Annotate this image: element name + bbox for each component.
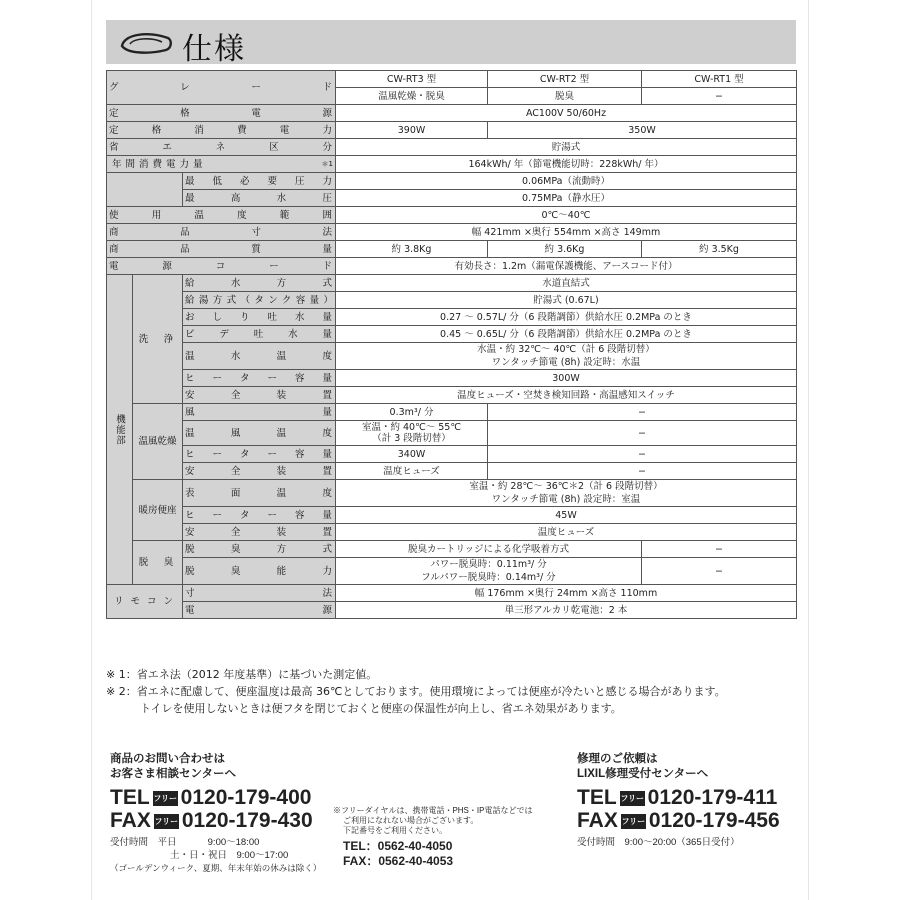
rated-voltage-label: 定 格 電 源 xyxy=(107,105,336,122)
deodorize-method-label: 脱 臭 方 式 xyxy=(183,541,336,558)
contact-repair-center xyxy=(577,752,802,849)
table-row xyxy=(107,524,797,541)
contact-mid-fax[interactable]: FAX：0562-40-4053 xyxy=(343,854,454,868)
seat-label: 暖房便座 xyxy=(133,480,183,541)
freedial-icon: フリー xyxy=(153,791,178,806)
max-pressure-label: 最 高 水 圧 xyxy=(183,190,336,207)
grade-rt1: − xyxy=(642,88,797,105)
table-row xyxy=(107,207,797,224)
model-rt2: CW-RT2 型 xyxy=(488,71,642,88)
footnotes xyxy=(106,666,806,717)
wash-safety-value: 温度ヒューズ・空焚き検知回路・高温感知スイッチ xyxy=(336,387,797,404)
remote-label: リ モ コ ン xyxy=(107,585,183,619)
remote-size-value: 幅 176mm ×奥行 24mm ×高さ 110mm xyxy=(336,585,797,602)
table-row xyxy=(107,241,797,258)
dimensions-value: 幅 421mm ×奥行 554mm ×高さ 149mm xyxy=(336,224,797,241)
airflow-value: 0.3m³/ 分 xyxy=(336,404,488,421)
table-row xyxy=(107,173,797,190)
dryer-heater-other: − xyxy=(488,446,797,463)
table-row xyxy=(107,190,797,207)
min-pressure-label: 最 低 必 要 圧 力 xyxy=(183,173,336,190)
page-border-left xyxy=(91,0,92,900)
table-row xyxy=(107,139,797,156)
table-row xyxy=(107,258,797,275)
dryer-safety-label: 安 全 装 置 xyxy=(183,463,336,480)
dryer-safety-value: 温度ヒューズ xyxy=(336,463,488,480)
table-row xyxy=(107,224,797,241)
supply-method-label: 給 水 方 式 xyxy=(183,275,336,292)
table-row xyxy=(107,421,797,446)
weight-rt3: 約 3.8Kg xyxy=(336,241,488,258)
min-pressure-value: 0.06MPa（流動時） xyxy=(336,173,797,190)
table-row xyxy=(107,558,797,572)
contact-left-hours-3: （ゴールデンウィーク、夏期、年末年始の休みは除く） xyxy=(110,863,322,873)
airflow-label: 風 量 xyxy=(183,404,336,421)
title-bar xyxy=(106,20,796,67)
contact-left-fax[interactable]: FAX フリー 0120-179-430 xyxy=(110,809,313,832)
table-row xyxy=(107,275,797,292)
water-temp-label: 温 水 温 度 xyxy=(183,343,336,370)
rear-flow-label: お し り 吐 水 量 xyxy=(183,309,336,326)
seat-heater-value: 45W xyxy=(336,507,797,524)
weight-rt1: 約 3.5Kg xyxy=(642,241,797,258)
table-row xyxy=(107,156,797,173)
remote-size-label: 寸 法 xyxy=(183,585,336,602)
pressure-group-label xyxy=(107,173,183,207)
contact-mid-tel[interactable]: TEL：0562-40-4050 xyxy=(343,839,453,853)
contact-mid-note-2: ご利用になれない場合がございます。 xyxy=(343,816,479,825)
annual-power-value: 164kWh/ 年（節電機能切時：228kWh/ 年） xyxy=(336,156,797,173)
rear-flow-value: 0.27 ～ 0.57L/ 分（6 段階調節）供給水圧 0.2MPa のとき xyxy=(336,309,797,326)
table-row xyxy=(107,541,797,558)
page-border-right xyxy=(808,0,809,900)
dryer-heater-value: 340W xyxy=(336,446,488,463)
air-temp-other: − xyxy=(488,421,797,446)
surface-temp-value-2: ワンタッチ節電 (8h) 設定時：室温 xyxy=(336,493,797,507)
contact-right-fax[interactable]: FAX フリー 0120-179-456 xyxy=(577,809,780,832)
dryer-heater-label: ヒ ー タ ー 容 量 xyxy=(183,446,336,463)
contact-left-heading-2: お客さま相談センターへ xyxy=(110,768,237,780)
annual-power-label: 年間消費電力量 ＊1 xyxy=(107,156,336,173)
deodorize-capacity-value-2: フルパワー脱臭時：0.14m³/ 分 xyxy=(336,571,642,585)
table-row xyxy=(107,343,797,357)
deodorize-method-other: − xyxy=(642,541,797,558)
wash-label: 洗 浄 xyxy=(133,275,183,404)
table-row xyxy=(107,404,797,421)
power-cord-value: 有効長さ：1.2m（漏電保護機能、アースコード付） xyxy=(336,258,797,275)
grade-rt3: 温風乾燥・脱臭 xyxy=(336,88,488,105)
surface-temp-label: 表 面 温 度 xyxy=(183,480,336,507)
deodorize-capacity-label: 脱 臭 能 力 xyxy=(183,558,336,585)
energy-class-label: 省 エ ネ 区 分 xyxy=(107,139,336,156)
deodorize-capacity-other: − xyxy=(642,558,797,585)
toilet-seat-icon xyxy=(118,28,174,56)
weight-rt2: 約 3.6Kg xyxy=(488,241,642,258)
table-row xyxy=(107,105,797,122)
grade-row-models xyxy=(107,71,797,88)
table-row xyxy=(107,602,797,619)
rated-power-rt2-rt1: 350W xyxy=(488,122,797,139)
heating-method-label: 給湯方式（タンク容量） xyxy=(183,292,336,309)
table-row xyxy=(107,507,797,524)
air-temp-label: 温 風 温 度 xyxy=(183,421,336,446)
contact-alt-numbers xyxy=(333,806,573,869)
temp-range-value: 0℃～40℃ xyxy=(336,207,797,224)
bidet-flow-label: ビ デ 吐 水 量 xyxy=(183,326,336,343)
table-row xyxy=(107,463,797,480)
spec-table xyxy=(106,70,797,619)
seat-safety-label: 安 全 装 置 xyxy=(183,524,336,541)
table-row xyxy=(107,309,797,326)
table-row xyxy=(107,122,797,139)
deodorize-label: 脱 臭 xyxy=(133,541,183,585)
footnote-2: ※ 2：省エネに配慮して、便座温度は最高 36℃としております。使用環境によっては便座が冷たいと感じる場合があります。 xyxy=(106,685,726,698)
surface-temp-value-1: 室温・約 28℃～ 36℃＊2（計 6 段階切替） xyxy=(336,480,797,494)
model-rt3: CW-RT3 型 xyxy=(336,71,488,88)
bidet-flow-value: 0.45 ～ 0.65L/ 分（6 段階調節）供給水圧 0.2MPa のとき xyxy=(336,326,797,343)
dimensions-label: 商 品 寸 法 xyxy=(107,224,336,241)
table-row xyxy=(107,480,797,494)
table-row xyxy=(107,387,797,404)
wash-heater-value: 300W xyxy=(336,370,797,387)
rated-voltage-value: AC100V 50/60Hz xyxy=(336,105,797,122)
contact-right-heading-1: 修理のご依頼は xyxy=(577,753,658,765)
function-group-label: 機能部 xyxy=(107,275,133,585)
table-row xyxy=(107,370,797,387)
contact-left-tel[interactable]: TEL フリー 0120-179-400 xyxy=(110,786,312,809)
air-temp-value: 室温・約 40℃～ 55℃ （計 3 段階切替） xyxy=(336,421,488,446)
seat-safety-value: 温度ヒューズ xyxy=(336,524,797,541)
wash-safety-label: 安 全 装 置 xyxy=(183,387,336,404)
wash-heater-label: ヒ ー タ ー 容 量 xyxy=(183,370,336,387)
water-temp-value-2: ワンタッチ節電 (8h) 設定時：水温 xyxy=(336,356,797,370)
contact-customer-center xyxy=(110,752,330,875)
freedial-icon: フリー xyxy=(620,791,645,806)
footnote-2-cont: トイレを使用しないときは便フタを閉じておくと便座の保温性が向上し、省エネ効果があります。 xyxy=(140,702,622,715)
table-row xyxy=(107,326,797,343)
grade-rt2: 脱臭 xyxy=(488,88,642,105)
contact-left-hours-2: 土・日・祝日 9:00～17:00 xyxy=(170,850,289,861)
table-row xyxy=(107,446,797,463)
freedial-icon: フリー xyxy=(621,814,646,829)
airflow-other: − xyxy=(488,404,797,421)
heating-method-value: 貯湯式 (0.67L) xyxy=(336,292,797,309)
contact-left-hours-1: 受付時間 平日 9:00～18:00 xyxy=(110,837,260,848)
freedial-icon: フリー xyxy=(154,814,179,829)
footnote-1: ※ 1：省エネ法（2012 年度基準）に基づいた測定値。 xyxy=(106,668,378,681)
remote-power-value: 単三形アルカリ乾電池：2 本 xyxy=(336,602,797,619)
remote-power-label: 電 源 xyxy=(183,602,336,619)
contact-left-heading-1: 商品のお問い合わせは xyxy=(110,753,225,765)
rated-power-label: 定 格 消 費 電 力 xyxy=(107,122,336,139)
dryer-safety-other: − xyxy=(488,463,797,480)
energy-class-value: 貯湯式 xyxy=(336,139,797,156)
weight-label: 商 品 質 量 xyxy=(107,241,336,258)
page-title: 仕様 xyxy=(182,32,246,67)
deodorize-capacity-value-1: パワー脱臭時：0.11m³/ 分 xyxy=(336,558,642,572)
contact-right-hours: 受付時間 9:00～20:00（365日受付） xyxy=(577,837,740,848)
table-row xyxy=(107,585,797,602)
seat-heater-label: ヒ ー タ ー 容 量 xyxy=(183,507,336,524)
contact-mid-note-1: ※フリーダイヤルは、携帯電話・PHS・IP電話などでは xyxy=(333,806,533,815)
power-cord-label: 電 源 コ ー ド xyxy=(107,258,336,275)
grade-label: グ レ ー ド xyxy=(107,71,336,105)
max-pressure-value: 0.75MPa（静水圧） xyxy=(336,190,797,207)
temp-range-label: 使 用 温 度 範 囲 xyxy=(107,207,336,224)
dryer-label: 温風乾燥 xyxy=(133,404,183,480)
supply-method-value: 水道直結式 xyxy=(336,275,797,292)
model-rt1: CW-RT1 型 xyxy=(642,71,797,88)
deodorize-method-value: 脱臭カートリッジによる化学吸着方式 xyxy=(336,541,642,558)
table-row xyxy=(107,292,797,309)
water-temp-value-1: 水温・約 32℃～ 40℃（計 6 段階切替） xyxy=(336,343,797,357)
contact-right-tel[interactable]: TEL フリー 0120-179-411 xyxy=(577,786,778,809)
rated-power-rt3: 390W xyxy=(336,122,488,139)
contact-mid-note-3: 下記番号をご利用ください。 xyxy=(343,826,447,835)
contact-right-heading-2: LIXIL修理受付センターへ xyxy=(577,768,709,780)
